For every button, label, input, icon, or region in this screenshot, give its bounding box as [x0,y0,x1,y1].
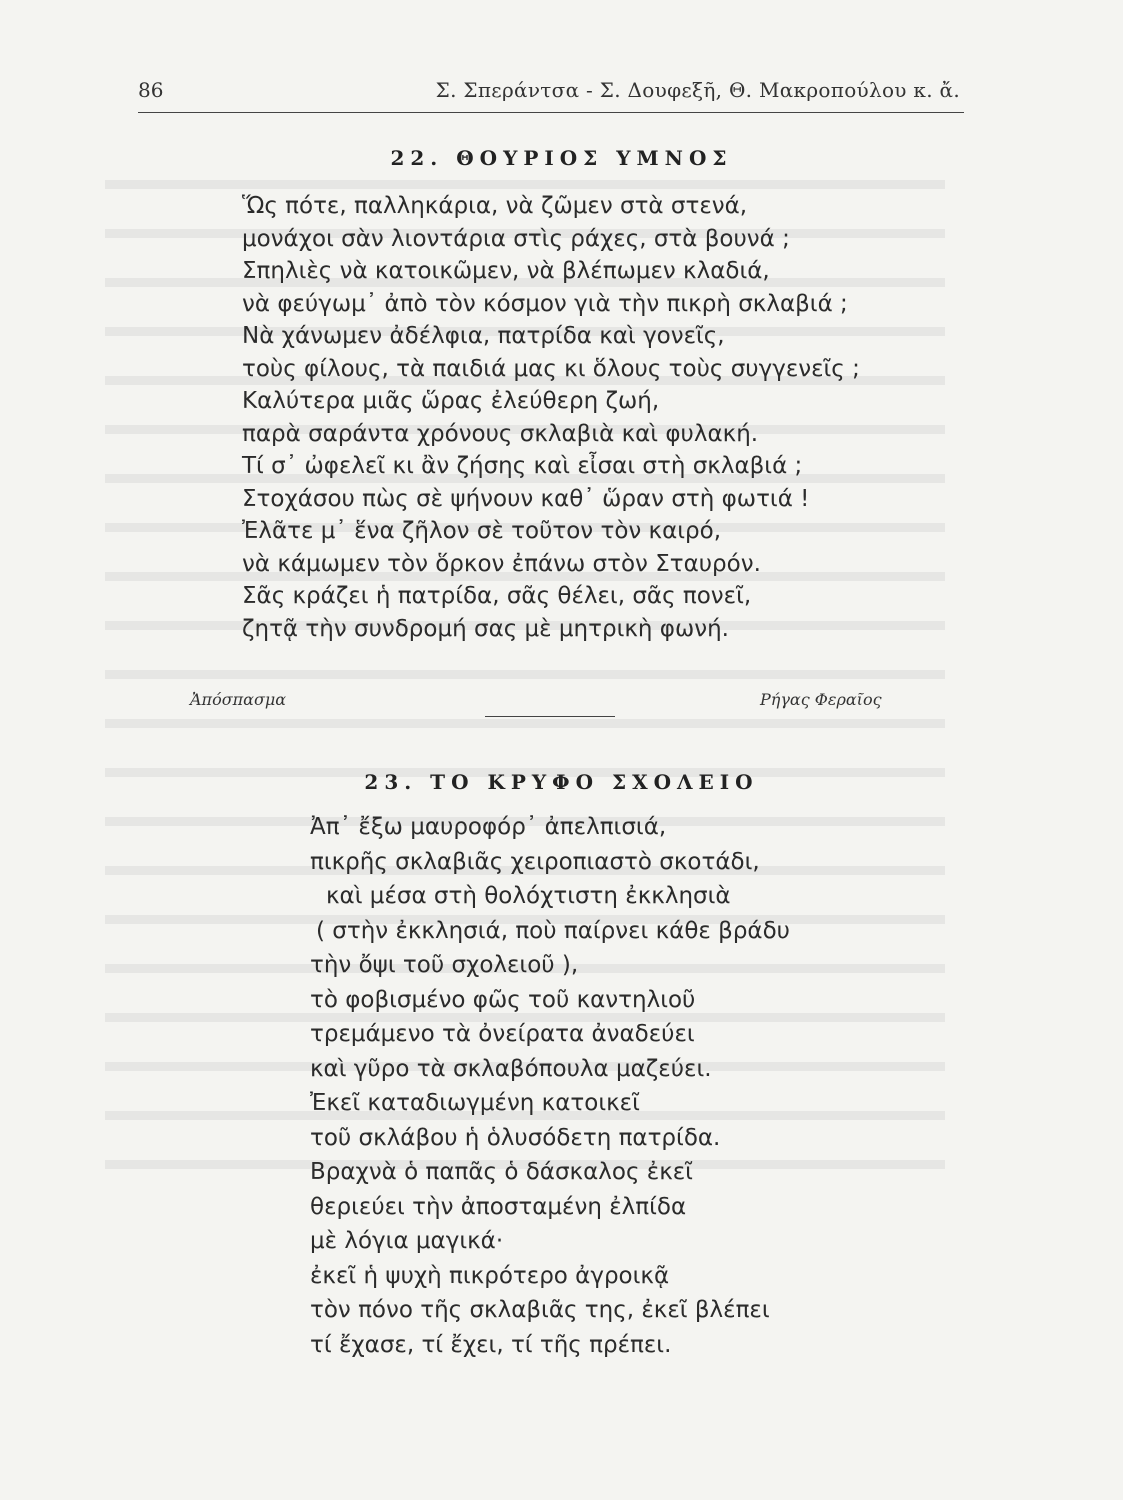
poem-body [242,190,860,645]
poem-line: τοὺς φίλους, τὰ παιδιά μας κι ὅλους τοὺς συγγενεῖς ; [242,355,860,382]
poem-line: καὶ γῦρο τὰ σκλαβόπουλα μαζεύει. [310,1055,712,1082]
running-head-authors: Σ. Σπεράντσα - Σ. Δουφεξῆ, Θ. Μακροπούλου κ. ἄ. [435,78,960,102]
poem-line: τί ἔχασε, τί ἔχει, τί τῆς πρέπει. [310,1331,672,1358]
poem-line: τρεμάμενο τὰ ὀνείρατα ἀναδεύει [310,1021,695,1047]
poem-source-note: Ἀπόσπασμα [190,690,287,709]
poem-line: Νὰ χάνωμεν ἀδέλφια, πατρίδα καὶ γονεῖς, [242,323,725,349]
page-number: 86 [138,78,164,102]
poem-line: ζητᾷ τὴν συνδρομή σας μὲ μητρικὴ φωνή. [242,615,729,642]
poem-line: παρὰ σαράντα χρόνους σκλαβιὰ καὶ φυλακή. [242,420,759,447]
poem-line: μὲ λόγια μαγικά· [310,1228,504,1254]
poem-body [310,810,790,1362]
poem-line: πικρῆς σκλαβιᾶς χειροπιαστὸ σκοτάδι, [310,848,760,875]
poem-line: Καλύτερα μιᾶς ὥρας ἐλεύθερη ζωή, [242,388,660,414]
poem-line: τὴν ὄψι τοῦ σχολειοῦ ), [310,952,579,978]
poem-line: τὸν πόνο τῆς σκλαβιᾶς της, ἐκεῖ βλέπει [310,1297,770,1323]
poem-line: ( στὴν ἐκκλησιά, ποὺ παίρνει κάθε βράδυ [316,917,790,944]
poem-line: Σπηλιὲς νὰ κατοικῶμεν, νὰ βλέπωμεν κλαδιά, [242,258,770,284]
poem-line: Ἐκεῖ καταδιωγμένη κατοικεῖ [310,1090,640,1116]
poem-title: 22. ΘΟΥΡΙΟΣ ΥΜΝΟΣ [390,146,733,170]
poem-line: Στοχάσου πὼς σὲ ψήνουν καθ᾿ ὥραν στὴ φωτιά ! [242,485,810,512]
poem-line: θεριεύει τὴν ἀποσταμένη ἐλπίδα [310,1193,687,1220]
poem-line: καὶ μέσα στὴ θολόχτιστη ἐκκλησιὰ [326,883,731,909]
poem-line: Ἀπ᾿ ἔξω μαυροφόρ᾿ ἀπελπισιά, [310,814,667,840]
poem-line: νὰ φεύγωμ᾿ ἀπὸ τὸν κόσμον γιὰ τὴν πικρὴ σκλαβιά ; [242,290,848,317]
section-divider [485,716,615,717]
poem-line: μονάχοι σὰν λιοντάρια στὶς ράχες, στὰ βουνά ; [242,225,790,252]
poem-line: τοῦ σκλάβου ἡ ὁλυσόδετη πατρίδα. [310,1124,721,1151]
poem-line: Τί σ᾿ ὠφελεῖ κι ἂν ζήσης καὶ εἶσαι στὴ σκλαβιά ; [242,453,803,479]
poem-line: Σᾶς κράζει ἡ πατρίδα, σᾶς θέλει, σᾶς πονεῖ, [242,583,752,609]
poem-line: Ἐλᾶτε μ᾿ ἕνα ζῆλον σὲ τοῦτον τὸν καιρό, [242,518,722,544]
running-header [138,76,964,113]
poem-line: Ὥς πότε, παλληκάρια, νὰ ζῶμεν στὰ στενά, [242,193,748,219]
poem-line: νὰ κάμωμεν τὸν ὅρκον ἐπάνω στὸν Σταυρόν. [242,550,761,577]
poem-line: ἐκεῖ ἡ ψυχὴ πικρότερο ἀγροικᾷ [310,1262,670,1289]
poem-line: Βραχνὰ ὁ παπᾶς ὁ δάσκαλος ἐκεῖ [310,1159,693,1185]
poem-author: Ρήγας Φεραῖος [760,690,882,709]
poem-title: 23. ΤΟ ΚΡΥΦΟ ΣΧΟΛΕΙΟ [364,770,759,794]
poem-line: τὸ φοβισμένο φῶς τοῦ καντηλιοῦ [310,986,696,1013]
